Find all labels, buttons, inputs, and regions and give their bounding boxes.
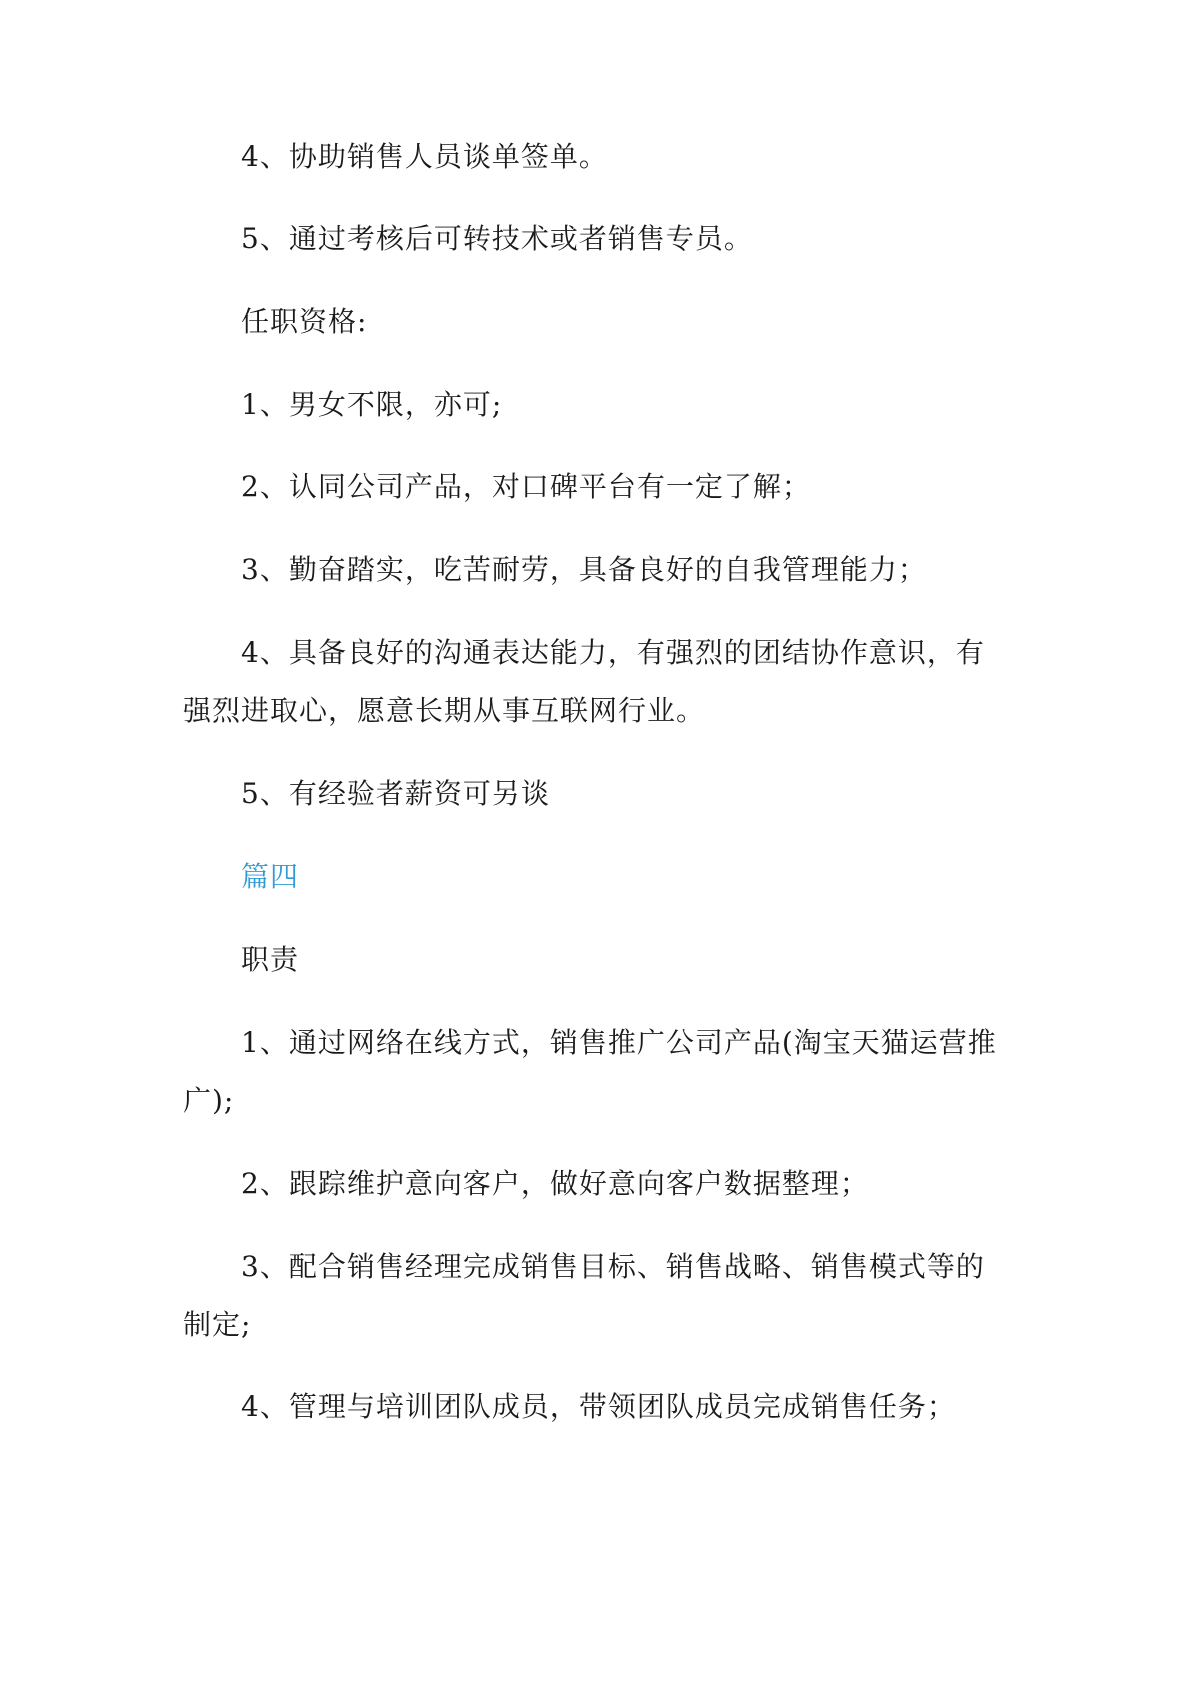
qualification-item-4-line2: 强烈进取心，愿意长期从事互联网行业。 (183, 694, 706, 727)
duty-item-3-line1: 3、配合销售经理完成销售目标、销售战略、销售模式等的 (241, 1250, 985, 1283)
qualification-item-2: 2、认同公司产品，对口碑平台有一定了解； (241, 470, 811, 503)
duty-item-2: 2、跟踪维护意向客户，做好意向客户数据整理； (241, 1167, 869, 1200)
duty-item-4: 4、管理与培训团队成员，带领团队成员完成销售任务； (241, 1390, 956, 1423)
paragraph-item-4: 4、协助销售人员谈单签单。 (241, 140, 608, 173)
duties-title: 职责 (241, 943, 300, 976)
duty-item-1-line2: 广); (183, 1084, 235, 1117)
duty-item-1-line1: 1、通过网络在线方式，销售推广公司产品(淘宝天猫运营推 (241, 1026, 997, 1059)
paragraph-item-5: 5、通过考核后可转技术或者销售专员。 (241, 222, 753, 255)
qualification-title: 任职资格: (241, 305, 368, 338)
qualification-item-4-line1: 4、具备良好的沟通表达能力，有强烈的团结协作意识，有 (241, 636, 985, 669)
section-heading: 篇四 (241, 860, 300, 893)
qualification-item-5: 5、有经验者薪资可另谈 (241, 777, 550, 810)
duty-item-3-line2: 制定; (183, 1308, 252, 1341)
qualification-item-1: 1、男女不限，亦可; (241, 388, 503, 421)
qualification-item-3: 3、勤奋踏实，吃苦耐劳，具备良好的自我管理能力； (241, 553, 927, 586)
